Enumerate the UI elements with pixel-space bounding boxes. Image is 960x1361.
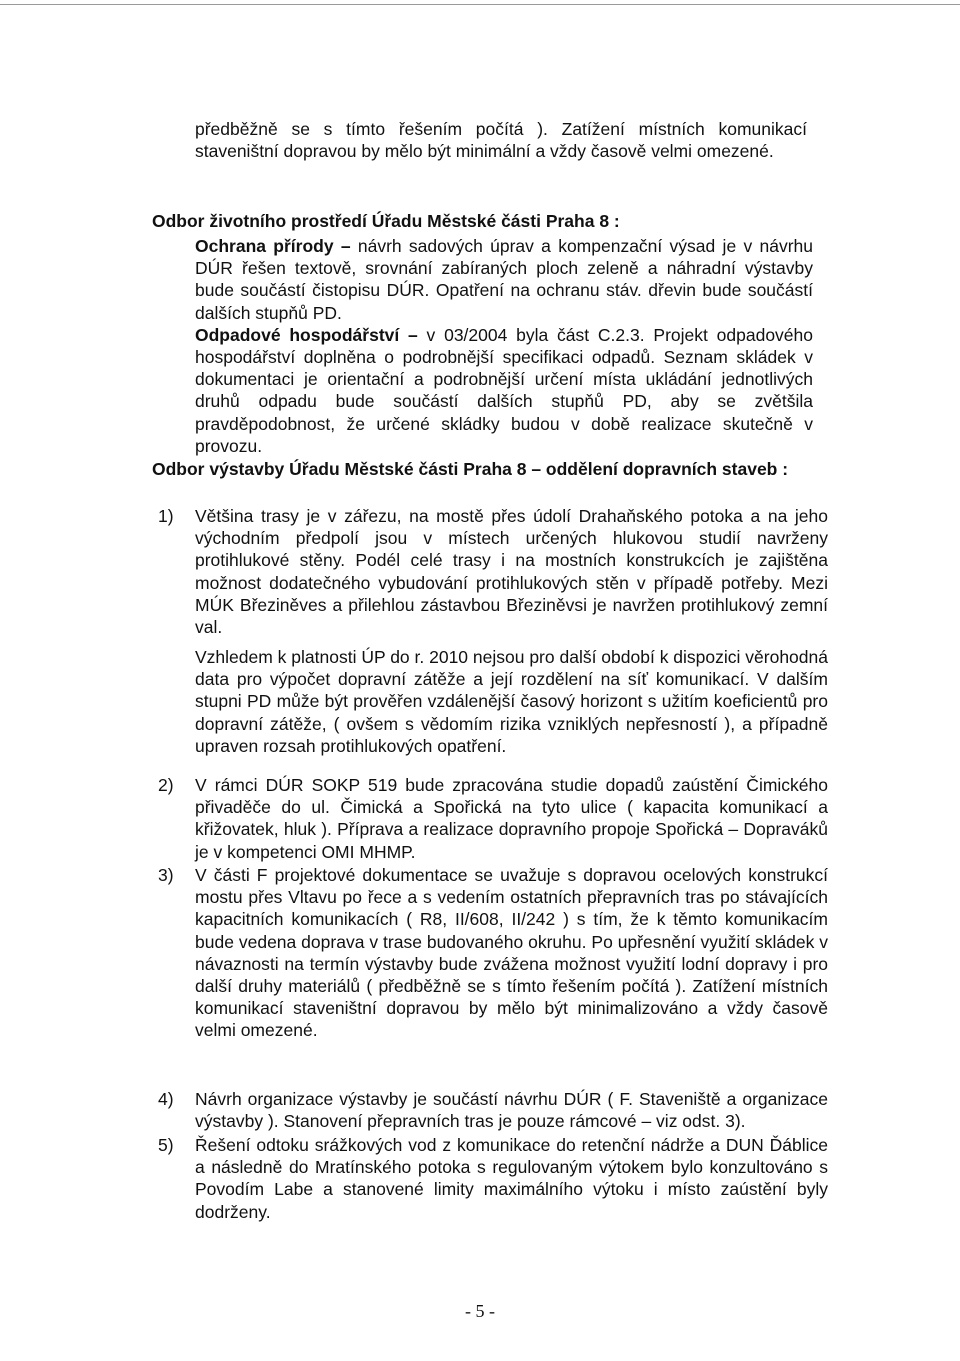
waste-management-text: v 03/2004 byla část C.2.3. Projekt odpadového hospodářství doplněna o podrobnější specifikaci odpadů. Seznam skládek v dokumentaci je orientační a podrobnější určení místa ukládání jednotlivých druhů odpadu bude součástí dalších stupňů PD, aby se zvětšila pravděpodobnost, že určené skládky budou v době realizace skutečně v provozu. <box>195 324 813 456</box>
page-number: - 5 - <box>465 1301 495 1321</box>
intro-paragraph: předběžně se s tímto řešením počítá ). Zatížení místních komunikací staveništní dopravou by mělo být minimální a vždy časově velmi omezené. <box>195 119 807 162</box>
nature-protection-label: Ochrana přírody – <box>195 236 351 256</box>
waste-management-label: Odpadové hospodářství – <box>195 324 418 345</box>
list-item-text: V rámci DÚR SOKP 519 bude zpracována studie dopadů zaústění Čimického přivaděče do ul. Čimická a Spořická na tyto ulice ( kapacita komunikací a křižovatek, hluk ). Příprava a realizace dopravního propoje Spořická – Dopraváků je v kompetenci OMI MHMP. <box>195 775 828 862</box>
list-item-text-continued: Vzhledem k platnosti ÚP do r. 2010 nejsou pro další období k dispozici věrohodná data pro výpočet dopravní zátěže a její rozdělení na síť komunikací. V dalším stupni PD může být prověřen vzdálenější časový horizont s užitím koeficientů pro dopravní zátěže, ( ovšem s vědomím rizika vzniklých nepřesností ), a případně upraven rozsah protihlukových opatření. <box>195 647 828 756</box>
list-item-number: 3) <box>158 865 174 885</box>
list-item-text: Většina trasy je v zářezu, na mostě přes údolí Drahaňského potoka a na jeho východním předpolí jsou v místech určených hlukovou studií navrženy protihlukové stěny. Podél celé trasy i na mostních konstrukcích je zajištěna možnost dodatečného vybudování protihlukových stěn v případě potřeby. Mezi MÚK Březiněves a přilehlou zástavbou Březiněvsi je navržen protihlukový zemní val. <box>195 506 828 638</box>
nature-protection-paragraph <box>195 235 813 324</box>
list-item-number: 1) <box>158 506 174 526</box>
list-item-text: Návrh organizace výstavby je součástí návrhu DÚR ( F. Staveniště a organizace výstavby ). Stanovení přepravních tras je pouze rámcové – viz odst. 3). <box>195 1089 828 1132</box>
section-heading-transport: Odbor výstavby Úřadu Městské části Praha 8 – oddělení dopravních staveb : <box>152 459 789 479</box>
nature-protection-text: návrh sadových úprav a kompenzační výsad je v návrhu DÚR řešen textově, srovnání zabíraných ploch zeleně a náhradní výstavby bude součástí čistopisu DÚR. Opatření na ochranu stáv. dřevin bude součástí dalších stupňů PD. <box>195 236 813 323</box>
list-item-number: 5) <box>158 1135 174 1155</box>
list-item-text: Řešení odtoku srážkových vod z komunikace do retenční nádrže a DUN Ďáblice a následně do Mratínského potoka s regulovaným výtokem bylo konzultováno s Povodím Labe a stanovené limity maximálního výtoku i místo zaústění byly dodrženy. <box>195 1135 828 1222</box>
waste-management-paragraph <box>195 324 813 457</box>
list-item-number: 2) <box>158 775 174 795</box>
section-heading-environment: Odbor životního prostředí Úřadu Městské části Praha 8 : <box>152 211 620 231</box>
list-item-text: V části F projektové dokumentace se uvažuje s dopravou ocelových konstrukcí mostu přes Vltavu po řece a s vedením ostatních přepravních tras po stávajících kapacitních komunikacích ( R8, II/608, II/242 ) s tím, že k těmto komunikacím bude vedena doprava v trase budovaného okruhu. Po upřesnění využití skládek v návaznosti na termín výstavby bude zvážena možnost využití lodní dopravy i pro další druhy materiálů ( předběžně se s tímto řešením počítá ). Zatížení místních komunikací staveništní dopravou by mělo být minimalizováno a vždy časově velmi omezené. <box>195 865 828 1041</box>
environment-section-body <box>195 235 813 457</box>
list-item-number: 4) <box>158 1089 174 1109</box>
